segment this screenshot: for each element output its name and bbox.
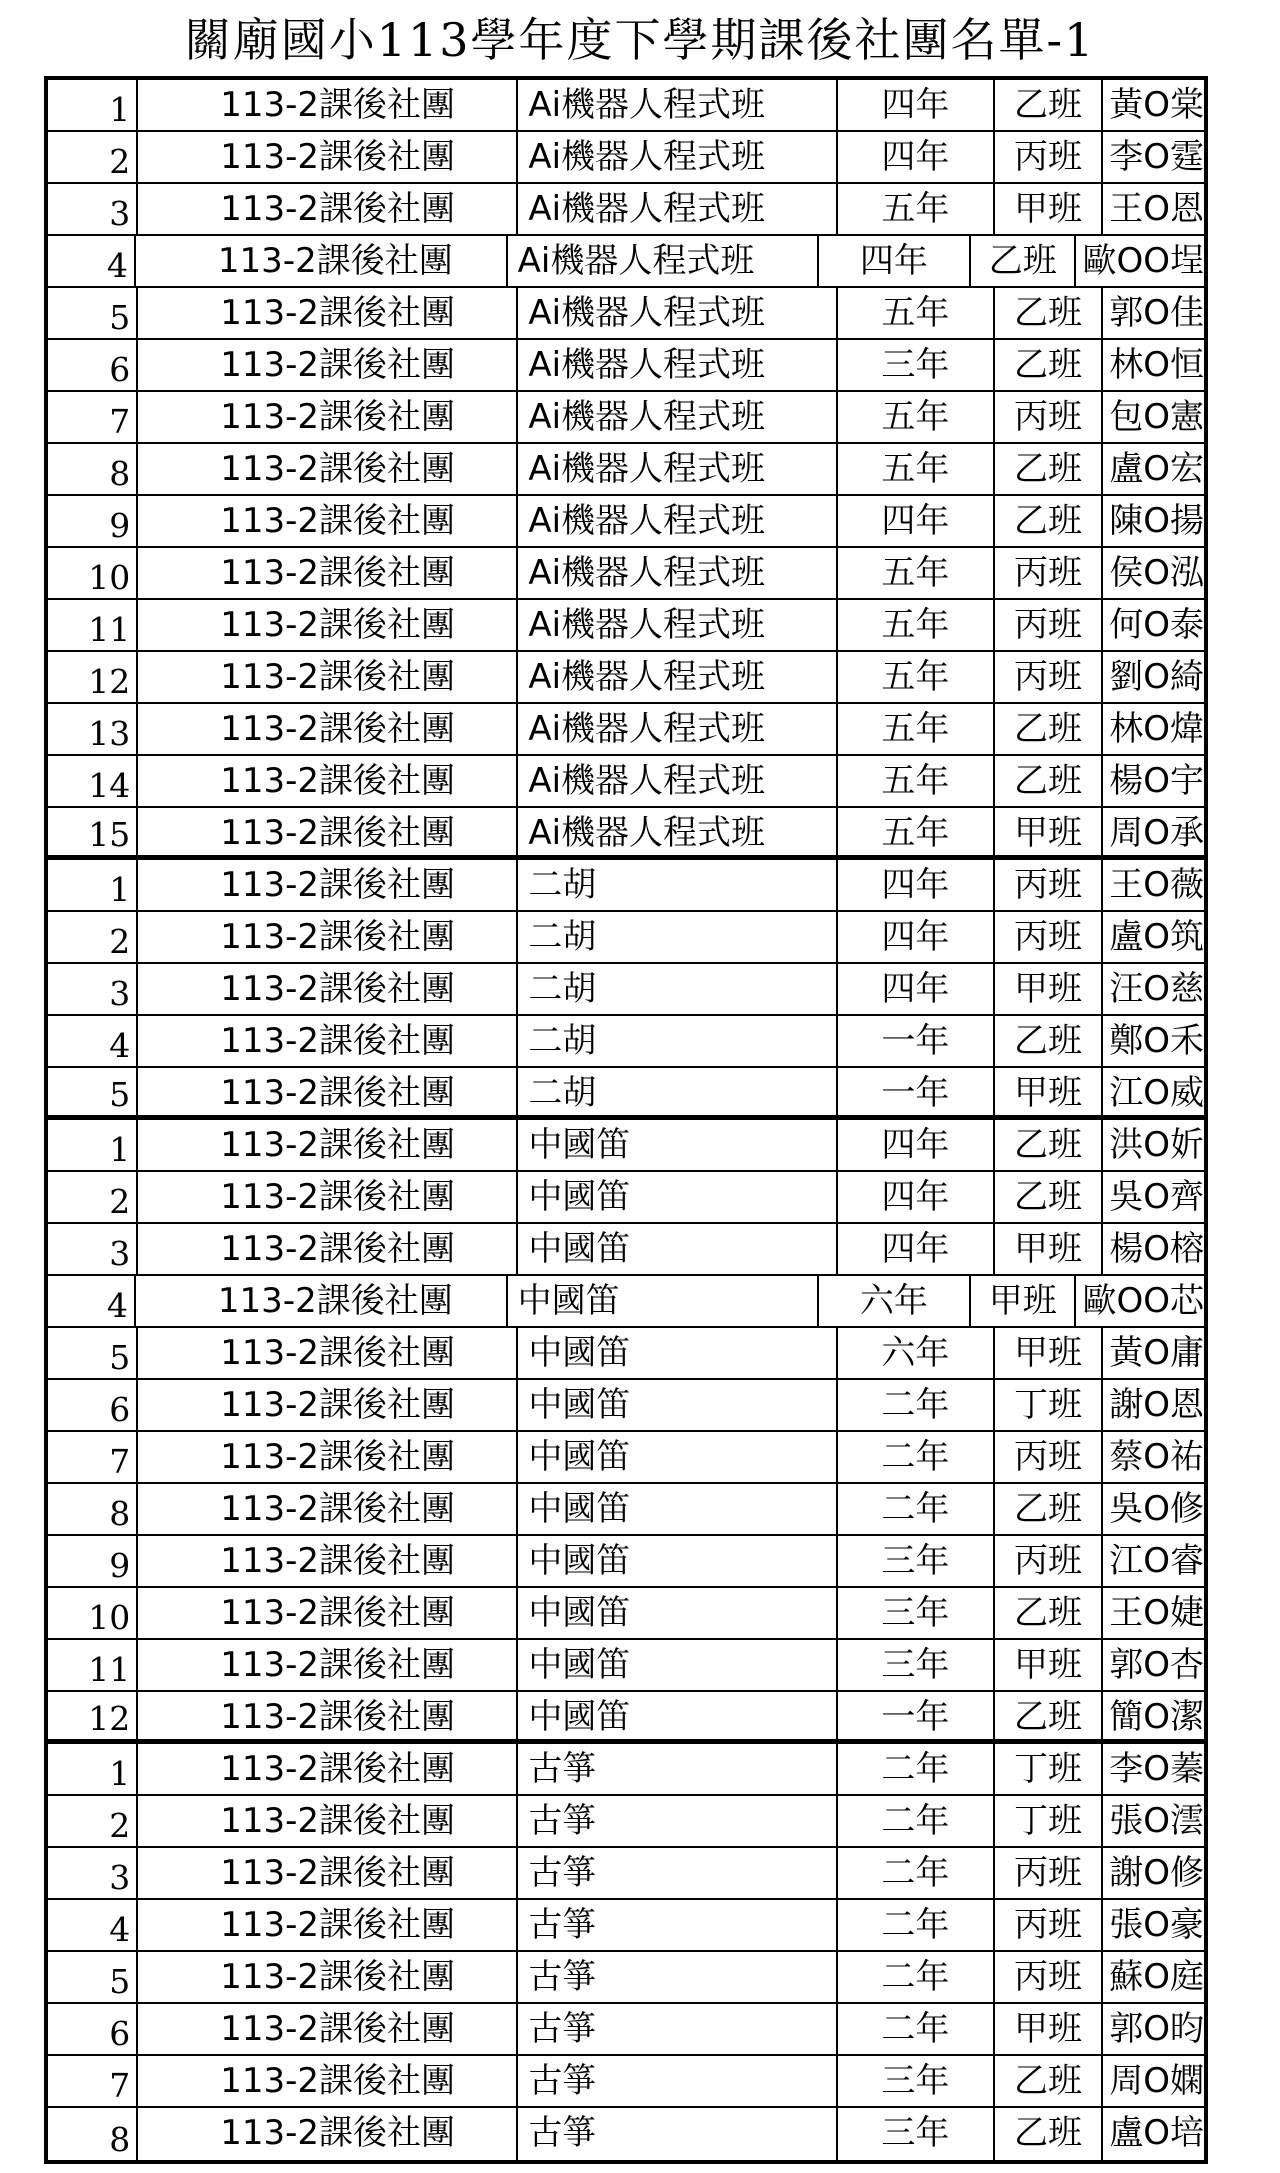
class-cell: 甲班 — [995, 2004, 1103, 2054]
class-cell: 乙班 — [995, 1120, 1103, 1170]
table-row — [48, 600, 1204, 652]
student-name-cell: 李O霆 — [1109, 137, 1205, 177]
class-cell: 丙班 — [995, 1848, 1103, 1898]
row-number: 10 — [48, 1588, 138, 1638]
term-cell: 113-2課後社團 — [138, 912, 518, 962]
term-cell: 113-2課後社團 — [138, 1744, 518, 1794]
class-cell: 甲班 — [971, 1276, 1076, 1326]
club-cell: 古箏 — [518, 1848, 838, 1898]
grade-cell: 三年 — [838, 1640, 995, 1690]
document-title: 關廟國小113學年度下學期課後社團名單-1 — [184, 13, 1096, 67]
grade-cell: 二年 — [838, 1796, 995, 1846]
term-cell: 113-2課後社團 — [138, 1692, 518, 1739]
club-cell: 中國笛 — [518, 1640, 838, 1690]
table-row — [48, 1796, 1204, 1848]
class-cell: 乙班 — [995, 288, 1103, 338]
row-number: 5 — [48, 1068, 138, 1115]
grade-cell: 五年 — [838, 652, 995, 702]
table-row — [48, 288, 1204, 340]
table-row — [48, 1900, 1204, 1952]
student-name-cell: 江O威 — [1109, 1073, 1205, 1113]
table-row — [48, 1588, 1204, 1640]
class-cell: 丁班 — [995, 1744, 1103, 1794]
club-cell: 中國笛 — [508, 1276, 819, 1326]
student-name-cell: 林O恒 — [1109, 345, 1205, 385]
student-name-cell: 洪O妡 — [1109, 1125, 1205, 1165]
class-cell: 甲班 — [995, 1328, 1103, 1378]
club-cell: 中國笛 — [518, 1484, 838, 1534]
grade-cell: 五年 — [838, 808, 995, 855]
club-cell: 二胡 — [518, 1016, 838, 1066]
row-number: 2 — [48, 132, 138, 182]
club-cell: 中國笛 — [518, 1432, 838, 1482]
class-cell: 丙班 — [995, 1952, 1103, 2002]
row-number: 8 — [48, 1484, 138, 1534]
table-row — [48, 1276, 1204, 1328]
student-name-cell: 汪O慈 — [1109, 969, 1205, 1009]
club-cell: Ai機器人程式班 — [508, 236, 819, 286]
term-cell: 113-2課後社團 — [136, 1276, 508, 1326]
student-name-cell: 周O承 — [1109, 813, 1205, 853]
student-name-cell: 林O煒 — [1109, 709, 1205, 749]
student-name-cell: 黃O棠 — [1109, 85, 1205, 125]
class-cell: 甲班 — [995, 1068, 1103, 1115]
student-name-cell: 蔡O祐 — [1109, 1437, 1205, 1477]
class-cell: 甲班 — [995, 184, 1103, 234]
row-number: 2 — [48, 1172, 138, 1222]
student-name-cell: 楊O榕 — [1109, 1229, 1205, 1269]
grade-cell: 二年 — [838, 1848, 995, 1898]
class-cell: 乙班 — [995, 2056, 1103, 2106]
club-cell: Ai機器人程式班 — [518, 756, 838, 806]
row-number: 3 — [48, 1848, 138, 1898]
student-name-cell: 江O睿 — [1109, 1541, 1205, 1581]
table-row — [48, 132, 1204, 184]
grade-cell: 二年 — [838, 1952, 995, 2002]
club-cell: Ai機器人程式班 — [518, 652, 838, 702]
term-cell: 113-2課後社團 — [138, 340, 518, 390]
term-cell: 113-2課後社團 — [138, 288, 518, 338]
grade-cell: 三年 — [838, 340, 995, 390]
term-cell: 113-2課後社團 — [138, 808, 518, 855]
term-cell: 113-2課後社團 — [138, 704, 518, 754]
class-cell: 乙班 — [995, 704, 1103, 754]
row-number: 12 — [48, 1692, 138, 1739]
grade-cell: 四年 — [838, 1224, 995, 1274]
row-number: 1 — [48, 80, 138, 130]
table-row — [48, 392, 1204, 444]
club-cell: 古箏 — [518, 2056, 838, 2106]
class-cell: 乙班 — [995, 496, 1103, 546]
class-cell: 丙班 — [995, 860, 1103, 910]
student-name-cell: 歐OO芯 — [1082, 1281, 1204, 1321]
student-name-cell: 黃O庸 — [1109, 1333, 1205, 1373]
table-row — [48, 2056, 1204, 2108]
student-name-cell: 張O豪 — [1109, 1905, 1205, 1945]
row-number: 1 — [48, 860, 138, 910]
row-number: 12 — [48, 652, 138, 702]
row-number: 11 — [48, 600, 138, 650]
row-number: 6 — [48, 340, 138, 390]
class-cell: 乙班 — [995, 80, 1103, 130]
grade-cell: 三年 — [838, 1588, 995, 1638]
row-number: 10 — [48, 548, 138, 598]
student-name-cell: 謝O修 — [1109, 1853, 1205, 1893]
class-cell: 甲班 — [995, 1640, 1103, 1690]
row-number: 9 — [48, 496, 138, 546]
grade-cell: 一年 — [838, 1692, 995, 1739]
grade-cell: 一年 — [838, 1016, 995, 1066]
club-cell: Ai機器人程式班 — [518, 808, 838, 855]
row-number: 4 — [48, 1016, 138, 1066]
student-name-cell: 盧O宏 — [1109, 449, 1205, 489]
grade-cell: 二年 — [838, 1900, 995, 1950]
club-cell: 古箏 — [518, 2004, 838, 2054]
class-cell: 乙班 — [995, 1692, 1103, 1739]
class-cell: 丙班 — [995, 548, 1103, 598]
class-cell: 丙班 — [995, 1536, 1103, 1586]
term-cell: 113-2課後社團 — [138, 1432, 518, 1482]
student-name-cell: 盧O培 — [1109, 2113, 1205, 2153]
row-number: 15 — [48, 808, 138, 855]
row-number: 1 — [48, 1744, 138, 1794]
student-name-cell: 吳O修 — [1109, 1489, 1205, 1529]
term-cell: 113-2課後社團 — [138, 2108, 518, 2160]
student-name-cell: 歐OO埕 — [1082, 241, 1204, 281]
student-name-cell: 蘇O庭 — [1109, 1957, 1205, 1997]
table-row — [48, 1120, 1204, 1172]
row-number: 2 — [48, 912, 138, 962]
row-number: 5 — [48, 1328, 138, 1378]
student-name-cell: 包O憲 — [1109, 397, 1205, 437]
grade-cell: 四年 — [838, 80, 995, 130]
term-cell: 113-2課後社團 — [138, 184, 518, 234]
row-number: 6 — [48, 1380, 138, 1430]
table-row — [48, 1380, 1204, 1432]
table-row — [48, 340, 1204, 392]
student-name-cell: 盧O筑 — [1109, 917, 1205, 957]
club-cell: 中國笛 — [518, 1692, 838, 1739]
row-number: 3 — [48, 184, 138, 234]
student-name-cell: 李O蓁 — [1109, 1749, 1205, 1789]
table-row — [48, 444, 1204, 496]
grade-cell: 四年 — [838, 1120, 995, 1170]
table-row — [48, 1744, 1204, 1796]
row-number: 7 — [48, 392, 138, 442]
student-name-cell: 王O恩 — [1109, 189, 1205, 229]
grade-cell: 五年 — [838, 756, 995, 806]
row-number: 3 — [48, 964, 138, 1014]
term-cell: 113-2課後社團 — [138, 1848, 518, 1898]
grade-cell: 三年 — [838, 2056, 995, 2106]
club-cell: 二胡 — [518, 1068, 838, 1115]
grade-cell: 五年 — [838, 392, 995, 442]
student-name-cell: 何O泰 — [1109, 605, 1205, 645]
table-row — [48, 184, 1204, 236]
term-cell: 113-2課後社團 — [138, 756, 518, 806]
term-cell: 113-2課後社團 — [138, 1120, 518, 1170]
row-number: 9 — [48, 1536, 138, 1586]
club-cell: Ai機器人程式班 — [518, 444, 838, 494]
row-number: 11 — [48, 1640, 138, 1690]
class-cell: 乙班 — [995, 340, 1103, 390]
student-name-cell: 郭O杏 — [1109, 1645, 1205, 1685]
club-cell: 古箏 — [518, 1900, 838, 1950]
class-cell: 丙班 — [995, 1900, 1103, 1950]
club-cell: Ai機器人程式班 — [518, 704, 838, 754]
grade-cell: 二年 — [838, 2004, 995, 2054]
class-cell: 乙班 — [995, 1016, 1103, 1066]
student-name-cell: 吳O齊 — [1109, 1177, 1205, 1217]
grade-cell: 二年 — [838, 1744, 995, 1794]
class-cell: 乙班 — [995, 1484, 1103, 1534]
term-cell: 113-2課後社團 — [138, 132, 518, 182]
grade-cell: 三年 — [838, 1536, 995, 1586]
club-cell: 中國笛 — [518, 1224, 838, 1274]
table-row — [48, 912, 1204, 964]
term-cell: 113-2課後社團 — [138, 964, 518, 1014]
club-cell: 古箏 — [518, 2108, 838, 2160]
student-name-cell: 鄭O禾 — [1109, 1021, 1205, 1061]
student-name-cell: 周O嫻 — [1109, 2061, 1205, 2101]
table-row — [48, 1068, 1204, 1120]
term-cell: 113-2課後社團 — [138, 2056, 518, 2106]
term-cell: 113-2課後社團 — [138, 1900, 518, 1950]
club-cell: 中國笛 — [518, 1172, 838, 1222]
club-cell: 古箏 — [518, 1744, 838, 1794]
row-number: 8 — [48, 2108, 138, 2160]
student-name-cell: 劉O綺 — [1109, 657, 1205, 697]
grade-cell: 五年 — [838, 444, 995, 494]
grade-cell: 二年 — [838, 1380, 995, 1430]
term-cell: 113-2課後社團 — [138, 496, 518, 546]
class-cell: 丙班 — [995, 600, 1103, 650]
term-cell: 113-2課後社團 — [138, 444, 518, 494]
class-cell: 乙班 — [995, 2108, 1103, 2160]
term-cell: 113-2課後社團 — [138, 1172, 518, 1222]
table-row — [48, 704, 1204, 756]
class-cell: 丙班 — [995, 132, 1103, 182]
club-cell: Ai機器人程式班 — [518, 184, 838, 234]
row-number: 8 — [48, 444, 138, 494]
row-number: 5 — [48, 1952, 138, 2002]
table-row — [48, 2004, 1204, 2056]
row-number: 13 — [48, 704, 138, 754]
term-cell: 113-2課後社團 — [138, 600, 518, 650]
grade-cell: 五年 — [838, 704, 995, 754]
table-row — [48, 860, 1204, 912]
student-name-cell: 王O薇 — [1109, 865, 1205, 905]
grade-cell: 五年 — [838, 184, 995, 234]
club-cell: Ai機器人程式班 — [518, 600, 838, 650]
club-cell: Ai機器人程式班 — [518, 548, 838, 598]
club-cell: 二胡 — [518, 912, 838, 962]
term-cell: 113-2課後社團 — [138, 80, 518, 130]
club-cell: 古箏 — [518, 1952, 838, 2002]
term-cell: 113-2課後社團 — [138, 1588, 518, 1638]
grade-cell: 四年 — [838, 132, 995, 182]
club-cell: 中國笛 — [518, 1120, 838, 1170]
row-number: 4 — [48, 236, 136, 286]
club-cell: 中國笛 — [518, 1536, 838, 1586]
class-cell: 乙班 — [995, 756, 1103, 806]
club-cell: 二胡 — [518, 964, 838, 1014]
class-cell: 乙班 — [995, 1588, 1103, 1638]
table-row — [48, 1172, 1204, 1224]
table-row — [48, 548, 1204, 600]
club-cell: Ai機器人程式班 — [518, 80, 838, 130]
grade-cell: 五年 — [838, 600, 995, 650]
row-number: 4 — [48, 1900, 138, 1950]
class-cell: 丁班 — [995, 1796, 1103, 1846]
grade-cell: 五年 — [838, 288, 995, 338]
student-name-cell: 簡O潔 — [1109, 1697, 1205, 1737]
term-cell: 113-2課後社團 — [138, 392, 518, 442]
class-cell: 丁班 — [995, 1380, 1103, 1430]
table-row — [48, 1016, 1204, 1068]
table-row — [48, 1224, 1204, 1276]
student-name-cell: 張O澐 — [1109, 1801, 1205, 1841]
grade-cell: 一年 — [838, 1068, 995, 1115]
class-cell: 丙班 — [995, 652, 1103, 702]
grade-cell: 四年 — [838, 860, 995, 910]
table-row — [48, 2108, 1204, 2160]
table-row — [48, 808, 1204, 860]
student-name-cell: 王O婕 — [1109, 1593, 1205, 1633]
term-cell: 113-2課後社團 — [138, 2004, 518, 2054]
grade-cell: 四年 — [838, 964, 995, 1014]
row-number: 7 — [48, 1432, 138, 1482]
table-row — [48, 496, 1204, 548]
term-cell: 113-2課後社團 — [138, 860, 518, 910]
table-row — [48, 1328, 1204, 1380]
table-row — [48, 1692, 1204, 1744]
table-row — [48, 756, 1204, 808]
term-cell: 113-2課後社團 — [138, 1068, 518, 1115]
row-number: 4 — [48, 1276, 136, 1326]
club-cell: 中國笛 — [518, 1380, 838, 1430]
club-cell: Ai機器人程式班 — [518, 496, 838, 546]
club-cell: Ai機器人程式班 — [518, 340, 838, 390]
table-row — [48, 236, 1204, 288]
grade-cell: 四年 — [819, 236, 971, 286]
club-roster-table — [44, 76, 1208, 2164]
table-row — [48, 1848, 1204, 1900]
club-cell: Ai機器人程式班 — [518, 132, 838, 182]
grade-cell: 二年 — [838, 1432, 995, 1482]
club-cell: 古箏 — [518, 1796, 838, 1846]
term-cell: 113-2課後社團 — [138, 1380, 518, 1430]
club-cell: Ai機器人程式班 — [518, 288, 838, 338]
club-cell: 中國笛 — [518, 1588, 838, 1638]
term-cell: 113-2課後社團 — [138, 548, 518, 598]
table-row — [48, 1484, 1204, 1536]
class-cell: 甲班 — [995, 1224, 1103, 1274]
grade-cell: 四年 — [838, 496, 995, 546]
student-name-cell: 謝O恩 — [1109, 1385, 1205, 1425]
term-cell: 113-2課後社團 — [138, 1328, 518, 1378]
class-cell: 丙班 — [995, 1432, 1103, 1482]
student-name-cell: 楊O宇 — [1109, 761, 1205, 801]
term-cell: 113-2課後社團 — [138, 1016, 518, 1066]
table-row — [48, 80, 1204, 132]
grade-cell: 四年 — [838, 912, 995, 962]
grade-cell: 五年 — [838, 548, 995, 598]
class-cell: 乙班 — [995, 1172, 1103, 1222]
table-row — [48, 1432, 1204, 1484]
table-row — [48, 964, 1204, 1016]
term-cell: 113-2課後社團 — [138, 1796, 518, 1846]
term-cell: 113-2課後社團 — [136, 236, 508, 286]
row-number: 6 — [48, 2004, 138, 2054]
student-name-cell: 侯O泓 — [1109, 553, 1205, 593]
grade-cell: 六年 — [838, 1328, 995, 1378]
grade-cell: 六年 — [819, 1276, 971, 1326]
student-name-cell: 陳O揚 — [1109, 501, 1205, 541]
term-cell: 113-2課後社團 — [138, 1224, 518, 1274]
term-cell: 113-2課後社團 — [138, 1536, 518, 1586]
club-cell: Ai機器人程式班 — [518, 392, 838, 442]
grade-cell: 三年 — [838, 2108, 995, 2160]
class-cell: 乙班 — [995, 444, 1103, 494]
table-row — [48, 1536, 1204, 1588]
grade-cell: 四年 — [838, 1172, 995, 1222]
row-number: 7 — [48, 2056, 138, 2106]
row-number: 5 — [48, 288, 138, 338]
class-cell: 丙班 — [995, 912, 1103, 962]
student-name-cell: 郭O昀 — [1109, 2009, 1205, 2049]
term-cell: 113-2課後社團 — [138, 652, 518, 702]
term-cell: 113-2課後社團 — [138, 1640, 518, 1690]
class-cell: 甲班 — [995, 808, 1103, 855]
club-cell: 二胡 — [518, 860, 838, 910]
class-cell: 甲班 — [995, 964, 1103, 1014]
table-row — [48, 652, 1204, 704]
class-cell: 乙班 — [971, 236, 1076, 286]
term-cell: 113-2課後社團 — [138, 1484, 518, 1534]
term-cell: 113-2課後社團 — [138, 1952, 518, 2002]
student-name-cell: 郭O佳 — [1109, 293, 1205, 333]
grade-cell: 二年 — [838, 1484, 995, 1534]
row-number: 3 — [48, 1224, 138, 1274]
table-row — [48, 1640, 1204, 1692]
row-number: 2 — [48, 1796, 138, 1846]
table-row — [48, 1952, 1204, 2004]
club-cell: 中國笛 — [518, 1328, 838, 1378]
row-number: 14 — [48, 756, 138, 806]
row-number: 1 — [48, 1120, 138, 1170]
class-cell: 丙班 — [995, 392, 1103, 442]
